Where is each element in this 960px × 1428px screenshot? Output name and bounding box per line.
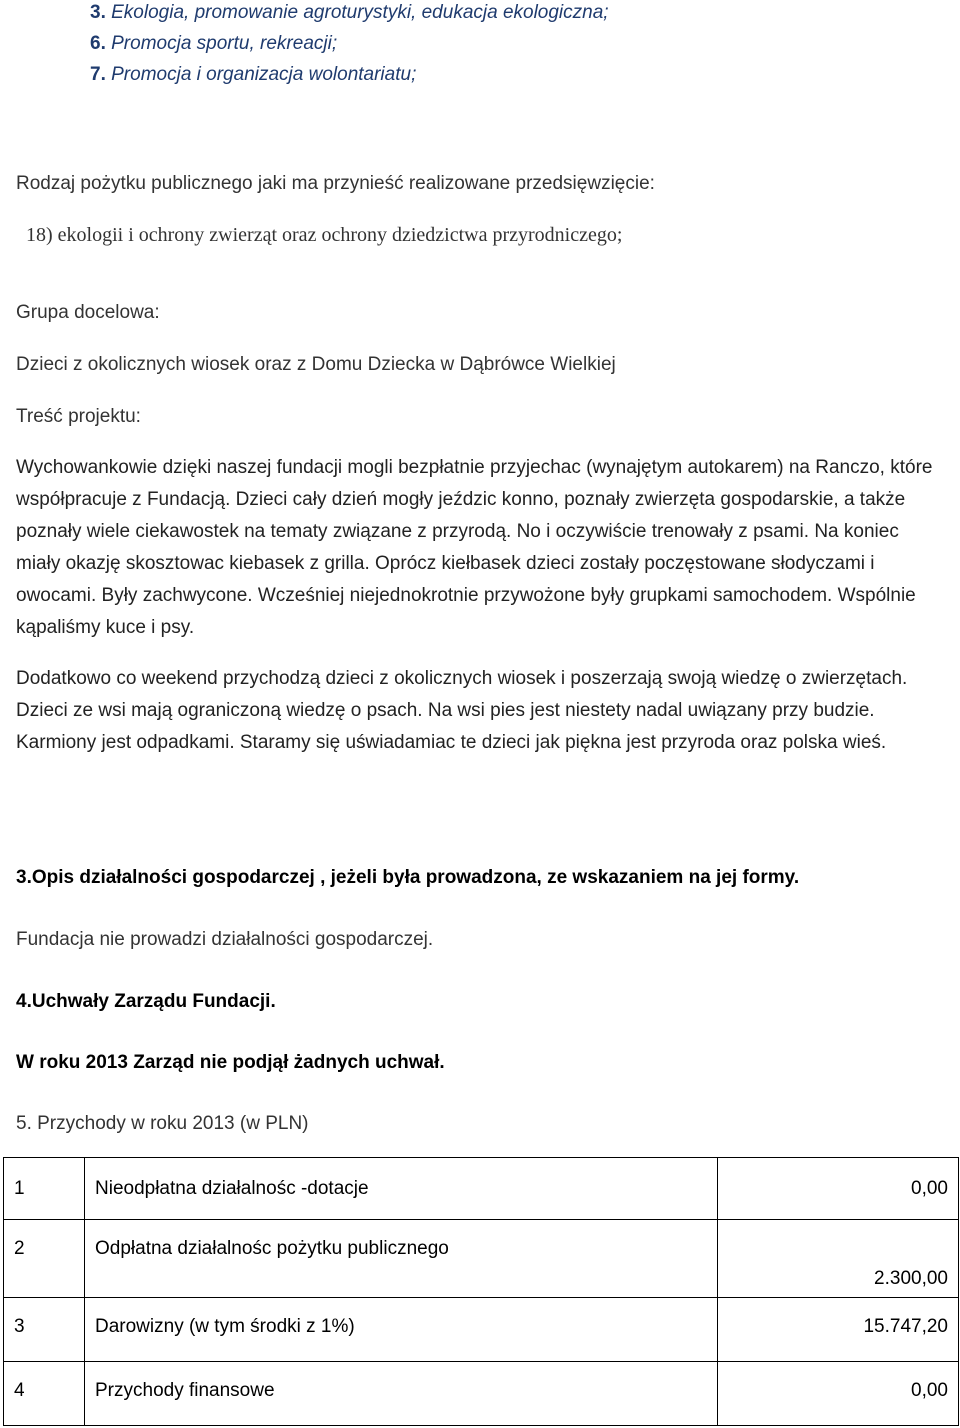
row-value: 0,00 (718, 1362, 959, 1426)
section4-text: W roku 2013 Zarząd nie podjął żadnych uchwał. (16, 1052, 445, 1073)
row-value: 15.747,20 (718, 1298, 959, 1362)
row-index: 1 (4, 1158, 85, 1220)
row-index: 2 (4, 1220, 85, 1298)
income-table (3, 1157, 959, 1426)
row-value: 0,00 (718, 1158, 959, 1220)
section4-title: 4.Uchwały Zarządu Fundacji. (16, 991, 276, 1012)
benefit-value: 18) ekologii i ochrony zwierząt oraz ochrony dziedzictwa przyrodniczego; (26, 224, 623, 246)
purpose-item: 6. Promocja sportu, rekreacji; (90, 33, 338, 54)
table-row (4, 1362, 959, 1426)
purpose-item: 3. Ekologia, promowanie agroturystyki, edukacja ekologiczna; (90, 2, 609, 23)
section5-title: 5. Przychody w roku 2013 (w PLN) (16, 1113, 309, 1134)
table-row (4, 1158, 959, 1220)
benefit-label: Rodzaj pożytku publicznego jaki ma przynieść realizowane przedsięwzięcie: (16, 173, 655, 194)
row-value: 2.300,00 (718, 1220, 959, 1298)
table-row (4, 1220, 959, 1298)
row-index: 3 (4, 1298, 85, 1362)
target-value: Dzieci z okolicznych wiosek oraz z Domu Dziecka w Dąbrówce Wielkiej (16, 354, 616, 375)
table-row (4, 1298, 959, 1362)
content-label: Treść projektu: (16, 406, 141, 427)
row-label: Darowizny (w tym środki z 1%) (85, 1298, 718, 1362)
row-index: 4 (4, 1362, 85, 1426)
purpose-item: 7. Promocja i organizacja wolontariatu; (90, 64, 417, 85)
section3-title: 3.Opis działalności gospodarczej , jeżeli była prowadzona, ze wskazaniem na jej formy. (16, 867, 800, 888)
content-paragraph-2: Dodatkowo co weekend przychodzą dzieci z okolicznych wiosek i poszerzają swoją wiedzę o zwierzętach. Dzieci ze wsi mają ograniczoną wiedzę o psach. Na wsi pies jest niestety nadal uwiązany przy budzie. Karmiony jest odpadkami. Staramy się uświadamiac te dzieci jak piękna jest przyroda oraz polska wieś. (16, 668, 908, 753)
section3-text: Fundacja nie prowadzi działalności gospodarczej. (16, 929, 434, 950)
row-label: Odpłatna działalnośc pożytku publicznego (85, 1220, 718, 1298)
content-paragraph-1: Wychowankowie dzięki naszej fundacji mogli bezpłatnie przyjechac (wynajętym autokarem) na Ranczo, które współpracuje z Fundacją. Dzieci cały dzień mogły jeździc konno, poznały zwierzęta gospodarskie, a także poznały wiele ciekawostek na tematy związane z przyrodą. No i oczywiście trenowały z psami. Na koniec miały okazję skosztowac kiebasek z grilla. Oprócz kiełbasek dzieci zostały poczęstowane słodyczami i owocami. Były zachwycone. Wcześniej niejednokrotnie przywożone były grupkami samochodem. Wspólnie kąpaliśmy kuce i psy. (16, 457, 933, 638)
row-label: Nieodpłatna działalnośc -dotacje (85, 1158, 718, 1220)
row-label: Przychody finansowe (85, 1362, 718, 1426)
target-label: Grupa docelowa: (16, 302, 160, 323)
